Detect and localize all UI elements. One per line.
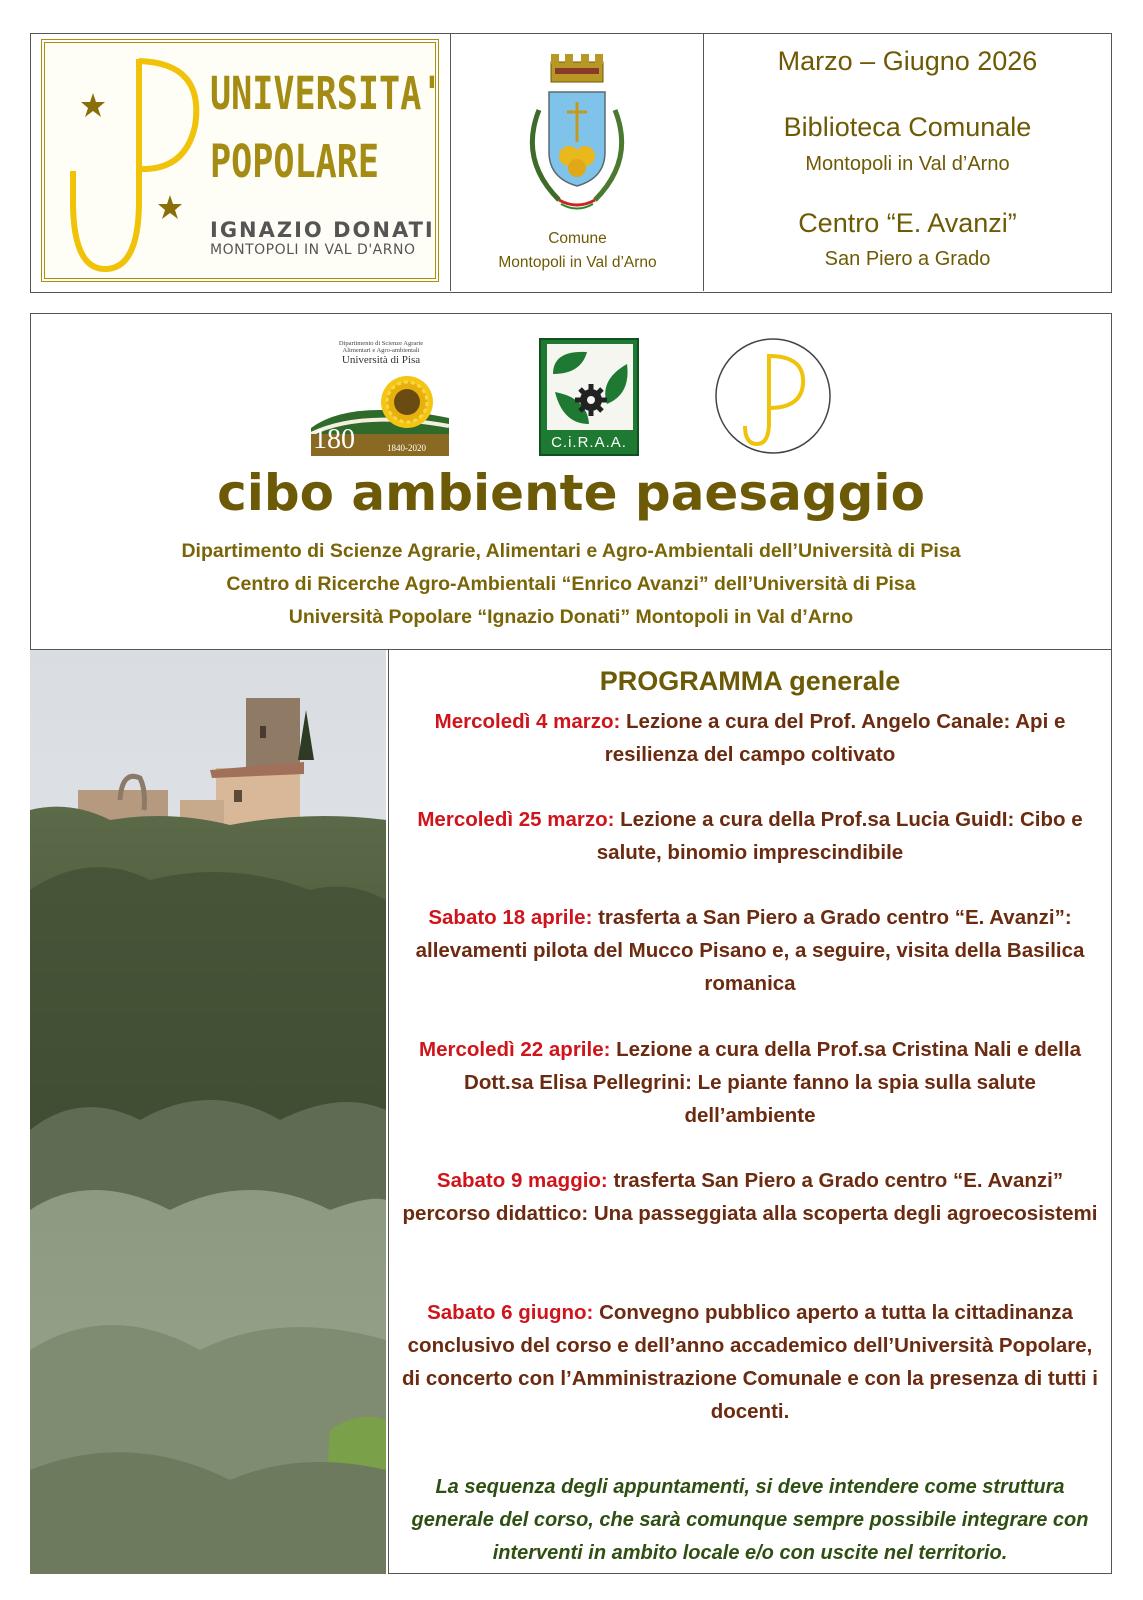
venue2-place: San Piero a Grado	[824, 248, 991, 270]
unipi-180-logo	[311, 340, 449, 456]
crest-label-comune: Comune	[548, 230, 607, 247]
ciraa-label: C.i.R.A.A.	[551, 434, 627, 451]
comune-crest-icon	[509, 50, 645, 226]
course-period: Marzo – Giugno 2026	[777, 46, 1038, 76]
landscape-photo	[30, 650, 386, 1574]
ciraa-logo	[539, 338, 639, 456]
organizer-1: Dipartimento di Scienze Agrarie, Alimentari e Agro-Ambientali dell’Università di Pisa	[181, 540, 961, 562]
event-6-date: Sabato 6 giugno:	[427, 1301, 594, 1324]
up-monogram-icon	[55, 51, 205, 281]
unipi-dept-line1: Dipartimento di Scienze Agrarie	[338, 340, 424, 347]
closing-note: La sequenza degli appuntamenti, si deve intendere come struttura generale del corso, che sarà comunque sempre possibile integrare con interventi in ambito locale e/o con uscite nel territorio.	[411, 1476, 1089, 1564]
venue1-name: Biblioteca Comunale	[783, 112, 1032, 142]
logo-name: IGNAZIO DONATI	[210, 218, 435, 242]
program-heading: PROGRAMMA generale	[599, 666, 901, 696]
event-4	[399, 1033, 1101, 1132]
event-3-text: trasferta a San Piero a Grado centro “E. Avanzi”: allevamenti pilota del Mucco Pisano e, a seguire, visita della Basilica romanica	[415, 906, 1085, 995]
event-4-date: Mercoledì 22 aprile:	[419, 1038, 611, 1061]
logo-word-universita: UNIVERSITA'	[210, 67, 443, 120]
event-1	[399, 705, 1101, 771]
event-3	[399, 901, 1101, 1000]
ciraa-leaves-gear-icon	[547, 344, 633, 430]
event-2-date: Mercoledì 25 marzo:	[417, 808, 615, 831]
logo-town: MONTOPOLI IN VAL D'ARNO	[210, 242, 416, 258]
event-5-date: Sabato 9 maggio:	[436, 1169, 608, 1192]
crest-cell	[451, 34, 704, 291]
event-5-text: trasferta San Piero a Grado centro “E. Avanzi” percorso didattico: Una passeggiata alla scoperta degli agroecosistemi	[402, 1169, 1098, 1225]
up-circle-logo-icon	[713, 336, 833, 456]
unipi-name: Università di Pisa	[341, 354, 421, 366]
event-5	[399, 1164, 1101, 1230]
crest-label-town: Montopoli in Val d’Arno	[498, 254, 657, 271]
main-title: cibo ambiente paesaggio	[217, 464, 925, 522]
unipi-years: 1840-2020	[387, 443, 426, 453]
event-6	[399, 1296, 1101, 1428]
universita-popolare-logo	[41, 39, 443, 282]
venue2-name: Centro “E. Avanzi”	[798, 208, 1017, 238]
event-1-text: Lezione a cura del Prof. Angelo Canale: Api e resilienza del campo coltivato	[604, 710, 1066, 766]
title-box	[30, 313, 1112, 650]
event-3-date: Sabato 18 aprile:	[428, 906, 593, 929]
village-olive-grove-image	[30, 650, 386, 1574]
event-6-text: Convegno pubblico aperto a tutta la cittadinanza conclusivo del corso e dell’anno accademico dell’Università Popolare, di concerto con l’Amministrazione Comunale e con la presenza di tutti i docenti.	[402, 1301, 1098, 1423]
event-4-text: Lezione a cura della Prof.sa Cristina Nali e della Dott.sa Elisa Pellegrini: Le piante fanno la spia sulla salute dell’ambiente	[464, 1038, 1081, 1127]
event-2-text: Lezione a cura della Prof.sa Lucia GuidI: Cibo e salute, binomio imprescindibile	[596, 808, 1083, 864]
dates-venues-cell	[704, 34, 1111, 291]
organizer-2: Centro di Ricerche Agro-Ambientali “Enrico Avanzi” dell’Università di Pisa	[226, 573, 916, 595]
organizer-3: Università Popolare “Ignazio Donati” Montopoli in Val d’Arno	[288, 606, 854, 628]
program-box	[388, 650, 1112, 1574]
header-table	[30, 33, 1112, 293]
event-2	[399, 803, 1101, 869]
venue1-place: Montopoli in Val d’Arno	[805, 153, 1010, 175]
unipi-180: 180	[313, 424, 355, 455]
unipi-dept-line2: Alimentari e Agro-ambientali	[342, 347, 420, 354]
logo-cell	[31, 34, 451, 291]
event-1-date: Mercoledì 4 marzo:	[434, 710, 621, 733]
logo-word-popolare: POPOLARE	[210, 135, 380, 188]
